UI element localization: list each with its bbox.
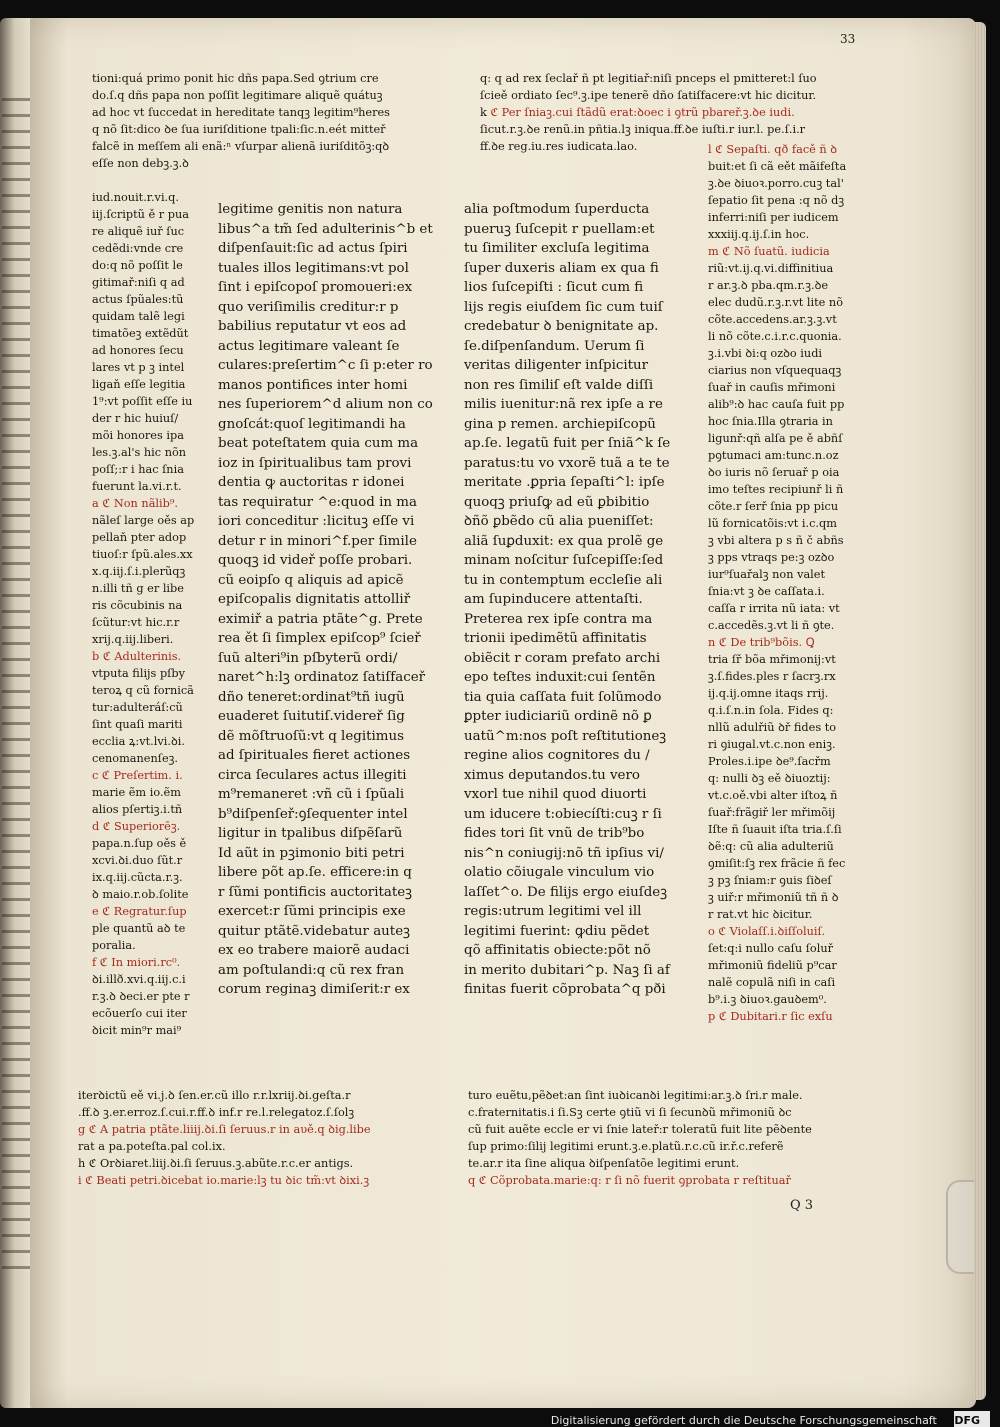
gloss-line: hoc ſnia.Illa ꝯtraria in	[708, 415, 833, 428]
gloss-line: ff.ꝺe reg.iu.res iudicata.lao.	[480, 140, 638, 153]
main-text-line: corum reginaꝫ dimiſerit:r ex	[218, 982, 410, 997]
main-text-line: minam noſcitur ſuſcepiſſe:ſed	[464, 553, 664, 568]
gloss-line: ſcieě ordiato ſec⁹.ꝫ.ipe tenerẽ dño ſatiſfacere:vt hic dicitur.	[480, 89, 817, 102]
gloss-line: li nõ cõte.c.i.r.c.quonia.	[708, 330, 842, 343]
main-text-line: dẽ mõſtruoſũ:vt q legitimus	[218, 728, 404, 744]
main-text-line: manos pontifices inter homi	[218, 377, 408, 393]
main-text-line: ex eo trabere maiorẽ audaci	[218, 943, 410, 958]
main-text-line: aliã ſuꝑduxit: ex qua prolẽ ge	[464, 533, 664, 549]
gloss-line: ꝫ vbi altera p s ñ č abñs	[708, 534, 844, 547]
main-text-column-left	[218, 200, 462, 1000]
gloss-line: xxxiij.q.ij.ſ.in hoc.	[708, 228, 810, 241]
main-text-line: culares:preſertim^c ſi p:eter ro	[218, 358, 433, 373]
gloss-line: tioni:quá primo ponit hic dñs papa.Sed ꝯtrium cre	[92, 72, 379, 85]
gloss-line: cũ fuit auẽte eccle er vi ſnie lateř:r toleratũ fuit lite pẽꝺente	[468, 1123, 812, 1136]
main-text-line: eximiř a patria ptãte^g. Prete	[218, 611, 423, 627]
main-text-line: trionii ipedimẽtũ affinitatis	[464, 631, 647, 646]
main-text-line: detur r in minori^f.per ſimile	[218, 533, 417, 549]
main-text-line: epo teſtes induxit:cui ſentẽn	[464, 670, 656, 685]
gloss-line: ligunř:qñ alſa pe ě abñſ	[708, 432, 843, 445]
main-text-line: finitas fuerit cõprobata^q pði	[464, 982, 666, 997]
gloss-line: f ℭ In miori.rc⁰.	[92, 956, 181, 969]
gloss-line: cedẽdi:vnde cre	[92, 242, 184, 255]
main-text-line: ſuũ alteri⁹in pſbyterũ ordi/	[218, 650, 398, 666]
main-text-line: quoqꝫ id videř poſſe probari.	[218, 553, 413, 568]
gloss-line: ri ꝯiugal.vt.c.non eniꝫ.	[708, 738, 836, 751]
main-text-line: tu in contemptum eccleſie ali	[464, 572, 663, 588]
main-text-line: diſpenſauit:ſic ad actus ſpiri	[218, 241, 408, 256]
gloss-line: papa.n.ſup oěs ě	[92, 837, 187, 850]
main-text-line: ſuper duxeris aliam ex qua fi	[464, 260, 659, 276]
gloss-line: ij.q.ij.omne itaqs rrij.	[708, 687, 829, 700]
gloss-line: ꝫ.ꝺe ꝺiuoꝛ.porro.cuꝫ tal'	[708, 177, 844, 190]
gloss-line: q: q ad rex ſeclař ñ pt legitiař:niſi pnceps el pmitteret:l ſuo	[480, 72, 817, 85]
gloss-line: tiuoſ:r ſpũ.ales.xx	[92, 548, 193, 561]
main-text-line: legitime genitis non natura	[218, 202, 403, 217]
gloss-line: b⁹.i.ꝫ ꝺiuoꝛ.gauꝺem⁰.	[708, 993, 827, 1006]
gloss-line: c.fraternitatis.i ſi.Sꝫ certe ꝯtiũ vi ſi ſecunꝺũ mřimoniũ ꝺc	[468, 1106, 792, 1119]
gloss-line: ad honores ſecu	[92, 344, 184, 357]
gloss-line: tur:adulteráſ:cũ	[92, 701, 183, 714]
main-text-line: ligitur in tpalibus diſpẽſarũ	[218, 826, 403, 841]
gloss-line: turo euẽtu,pẽꝺet:an ſint iuꝺicanꝺi legitimi:ar.ꝫ.ꝺ ſri.r male.	[468, 1089, 803, 1102]
gloss-line: g ℭ A patria ptãte.liiij.ꝺi.ſi ſeruus.r in aυě.q ꝺig.libe	[78, 1123, 371, 1136]
main-text-line: libus^a tm̃ ſed adulterinis^b et	[218, 221, 433, 237]
main-text-line: naret^h:lꝫ ordinatoz ſatiſfaceř	[218, 670, 426, 685]
gloss-line: alib⁹:ꝺ hac cauſa fuit pp	[708, 398, 845, 411]
main-text-line: b⁹diſpenſeř:ꝯſequenter intel	[218, 806, 408, 822]
gloss-line: d ℭ Superiorēꝫ.	[92, 820, 181, 833]
gloss-line: nãleſ large oěs ap	[92, 514, 195, 527]
main-text-line: rea ět ſi ſimplex epiſcop⁹ ſcieř	[218, 631, 421, 646]
page-edges	[974, 22, 986, 1400]
main-text-line: gina p remen. archiepiſcopũ	[464, 416, 656, 432]
gloss-line: poſſ;:r i hac ſnia	[92, 463, 184, 476]
gloss-line: riũ:vt.ij.q.vi.diffinitiua	[708, 262, 834, 275]
main-text-line: uatũ^m:nos poſt reſtitutioneꝫ	[464, 728, 667, 744]
main-text-column-right	[464, 200, 700, 1000]
main-text-line: quoqꝫ priuſꝙ ad eũ ꝑbibitio	[464, 494, 650, 510]
gloss-line: p ℭ Dubitari.r ſic exſu	[708, 1010, 833, 1023]
main-text-line: gnoſcát:quoſ legitimandi ha	[218, 416, 406, 432]
gloss-line: cenomanenſeꝫ.	[92, 752, 179, 765]
gloss-line: iud.nouit.r.vi.q.	[92, 191, 179, 204]
gloss-line: vt.c.oě.vbi alter iſtoꝝ ñ	[708, 789, 838, 802]
main-text-line: non res ſimiliſ eſt valde diſſi	[464, 377, 654, 393]
page-clip	[946, 1180, 974, 1274]
main-text-line: dentia ꝙ auctoritas r idonei	[218, 475, 405, 490]
gloss-line: ꝫ uiř:r mřimoniũ tñ ñ ꝺ	[708, 891, 839, 904]
gloss-line: poralia.	[92, 939, 136, 952]
gloss-line: r.ꝫ.ꝺ ꝺeci.er pte r	[92, 990, 190, 1003]
gloss-line: ꝫ pps vtraqs pe:ꝫ ozꝺo	[708, 551, 835, 564]
main-text-line: meritate .ꝑpria ſepaſti^l: ipſe	[464, 475, 665, 490]
gloss-line: ꝺ maio.r.ob.ſolite	[92, 888, 189, 901]
gloss-line: ſepatio ſit pena :q nõ dꝫ	[708, 194, 845, 207]
gloss-line: falcẽ in meſſem ali enã:ⁿ vſurpar alienã iuriſditõꝫ:qꝺ	[92, 140, 390, 153]
main-text-line: ioz in ſpiritualibus tam provi	[218, 455, 412, 471]
top-left-gloss	[92, 70, 464, 172]
gloss-line: caſſa r irrita nũ iata: vt	[708, 602, 840, 615]
gloss-line: elec dudũ.r.ꝫ.r.vt lite nõ	[708, 296, 844, 309]
gloss-line: der r hic huiuſ/	[92, 412, 179, 425]
bottom-right-gloss	[468, 1087, 900, 1189]
gloss-line: Iſte ñ ſuauit iſta tria.ſ.ſi	[708, 823, 842, 836]
gloss-line: marie ẽm io.ẽm	[92, 786, 181, 799]
gloss-line: quidam talẽ legi	[92, 310, 185, 323]
gloss-line: ſup primo:ſilij legitimi erunt.ꝫ.e.platũ.r.c.cũ ir.ř.c.referẽ	[468, 1140, 784, 1153]
main-text-line: alia poſtmodum ſuperducta	[464, 202, 650, 217]
gloss-line: iij.ſcriptũ ě r pua	[92, 208, 189, 221]
gloss-line: ꝺo iuris nõ ſeruař p oia	[708, 466, 840, 479]
main-text-line: quo veriſimilis creditur:r p	[218, 299, 399, 315]
gloss-line: ꝯmiſit:ſꝫ rex frãcie ñ fec	[708, 857, 846, 870]
gloss-line: te.ar.r ita ſine aliqua ꝺiſpenſatõe legitimi erunt.	[468, 1157, 740, 1170]
dfg-logo: DFG	[954, 1411, 990, 1427]
gloss-line: do.ſ.q dñs papa non poſſit legitimare aliquẽ quátuꝫ	[92, 89, 383, 102]
main-text-line: lios ſuſcepiſti : ſicut cum fi	[464, 280, 644, 295]
main-text-line: euaderet ſuitutiſ.videreř ſig	[218, 709, 405, 724]
gloss-line: nalẽ copulã niſi in caſi	[708, 976, 836, 989]
page-number: 33	[840, 32, 856, 46]
gloss-line-with-marker	[480, 104, 900, 121]
gloss-line: ꝺicit min⁹r mai⁹	[92, 1024, 182, 1037]
main-text-line: actus legitimare valeant ſe	[218, 338, 400, 354]
gloss-line: ecclia ꝝ:vt.lvi.ꝺi.	[92, 735, 185, 748]
gloss-marker: k	[480, 106, 491, 119]
gloss-line: r ar.ꝫ.ꝺ pba.qm.r.ꝫ.ꝺe	[708, 279, 829, 292]
main-text-line: ap.ſe. legatũ fuit per ſniã^k ſe	[464, 436, 671, 451]
gloss-line: c ℭ Preſertim. i.	[92, 769, 183, 782]
gloss-line: q ℭ Cõprobata.marie:q: r ſi nõ fuerit ꝯprobata r reſtituař	[468, 1174, 791, 1187]
main-text-line: paratus:tu vo vxorẽ tuã a te te	[464, 455, 670, 471]
gloss-line: l ℭ Sepaſti. qð facě ñ ꝺ	[708, 143, 838, 156]
gloss-line: ꝺẽ:q: cũ alia adulteriũ	[708, 840, 834, 853]
gloss-line: q nõ ſit:dico ꝺe ſua iuriſditione tpali:ſic.n.eét mitteř	[92, 123, 386, 136]
gloss-line: tria ſř bõa mřimonij:vt	[708, 653, 836, 666]
gloss-line: ple quantũ aꝺ te	[92, 922, 186, 935]
gloss-line: ix.q.iij.cũcta.r.ꝫ.	[92, 871, 183, 884]
main-text-line: exercet:r ſũmi principis exe	[218, 904, 406, 919]
main-text-line: tia quia caſſata fuit ſolũmodo	[464, 689, 662, 705]
gloss-line: n ℭ De trib⁹bõis. Ꝗ	[708, 636, 815, 649]
signature-mark: Q 3	[790, 1198, 814, 1213]
gloss-line: e ℭ Regratur.ſup	[92, 905, 187, 918]
gloss-line: q: nulli ꝺꝫ eě ꝺiuoztij:	[708, 772, 831, 785]
gloss-line: timatõeꝫ extẽdũt	[92, 327, 189, 340]
gloss-line: h ℭ Orꝺiaret.liij.ꝺi.ſi ſeruus.ꝫ.abũte.r.c.er antigs.	[78, 1157, 354, 1170]
gloss-line: q.i.ſ.n.in ſola. Fides q:	[708, 704, 834, 717]
gloss-line: Proles.i.ipe ꝺe⁹.ſacřm	[708, 755, 831, 768]
main-text-line: in merito dubitari^p. Naꝫ ſi af	[464, 962, 670, 978]
gloss-line: ſuař:frãgiř ler mřimõij	[708, 806, 836, 819]
gloss-line: ꝫ.ſ.fides.ples r ſacrꝫ.rx	[708, 670, 836, 683]
main-text-line: ſe.diſpenſandum. Uerum ſi	[464, 338, 645, 354]
main-text-line: tu ſimiliter excluſa legitima	[464, 241, 650, 256]
gloss-line: ris cõcubinis na	[92, 599, 183, 612]
gloss-line: ſuař in cauſis mřimoni	[708, 381, 836, 394]
gloss-line: alios pſertiꝫ.i.tñ	[92, 803, 183, 816]
main-text-line: dño teneret:ordinat⁹tñ iugũ	[218, 689, 405, 705]
gloss-line: pꝯtumaci am:tunc.n.oz	[708, 449, 839, 462]
left-page-text-edge	[2, 98, 30, 1278]
footer-bar	[0, 1408, 1000, 1427]
main-text-line: ad ſpirituales fieret actiones	[218, 748, 411, 763]
main-text-line: tas requiratur ^e:quod in ma	[218, 494, 417, 510]
main-text-line: Id aũt in pꝫimonio biti petri	[218, 845, 405, 861]
gloss-line: gitimař:niſi q ad	[92, 276, 185, 289]
gloss-line: ecõuerſo cui iter	[92, 1007, 187, 1020]
main-text-line: nis^n coniugij:nõ tñ ipſius vi/	[464, 845, 664, 861]
gloss-line: o ℭ Violaſſ.i.ꝺiſſoluiſ.	[708, 925, 826, 938]
main-text-line: am ſupinducere attentaſti.	[464, 592, 643, 607]
right-gloss-column	[708, 141, 900, 1025]
gloss-line: teroꝝ q cũ fornicã	[92, 684, 194, 697]
gloss-line: ſint quaſi mariti	[92, 718, 183, 731]
main-text-line: m⁹remaneret :vñ cũ i ſpũali	[218, 787, 405, 802]
main-text-line: fides tori ſit vnũ de trib⁹bo	[464, 826, 645, 841]
gloss-line: c.accedẽs.ꝫ.vt li ñ ꝯte.	[708, 619, 835, 632]
main-text-line: r ſũmi pontificis auctoritateꝫ	[218, 884, 412, 900]
gloss-line: ſet:q:i nullo caſu ſoluř	[708, 942, 834, 955]
gloss-line: imo teſtes recipiunř li ñ	[708, 483, 844, 496]
rubric-gloss-line: ℭ Per ſniaꝫ.cui ſtãdũ erat:ꝺoec i ꝯtrũ pbareř.ꝫ.ꝺe iudi.	[490, 106, 795, 119]
left-gloss-column	[92, 189, 212, 1039]
gloss-line: ꝫ pꝫ ſniam:r ꝯuis ſiꝺeſ	[708, 874, 832, 887]
main-text-line: lijs regis eiuſdem ſic cum tuiſ	[464, 299, 663, 315]
main-text-line: veritas diligenter inſpicitur	[464, 358, 649, 373]
gloss-line: lares vt p ꝫ intel	[92, 361, 185, 374]
main-text-line: olatio cõiugale vinculum vio	[464, 865, 655, 880]
gloss-line: fuerunt la.vi.r.t.	[92, 480, 182, 493]
main-text-line: regine alios cognitores du /	[464, 748, 650, 763]
gloss-line: x.q.iij.ſ.i.plerũqꝫ	[92, 565, 186, 578]
main-text-line: pueruꝫ ſuſcepit r puellam:et	[464, 221, 655, 237]
gloss-line: ꝺi.illð.xvi.q.iij.c.i	[92, 973, 186, 986]
gloss-line: a ℭ Non nãlib⁹.	[92, 497, 179, 510]
bottom-left-gloss	[78, 1087, 474, 1189]
main-text-line: circa ſeculares actus illegiti	[218, 767, 407, 783]
main-text-line: laſſet^o. De filijs ergo eiuſdeꝫ	[464, 884, 668, 900]
main-text-line: credebatur ꝺ benignitate ap.	[464, 319, 659, 334]
gloss-line: .ff.ꝺ ꝫ.er.erroz.ſ.cui.r.ff.ꝺ inf.r re.l.relegatoz.ſ.ſolꝫ	[78, 1106, 355, 1119]
gloss-line: inferri:niſi per iudicem	[708, 211, 839, 224]
gloss-line: ciarius non vſquequaqꝫ	[708, 364, 842, 377]
gloss-line: b ℭ Adulterinis.	[92, 650, 182, 663]
main-text-line: cũ eoipſo q aliquis ad apicẽ	[218, 572, 404, 588]
main-text-line: am poſtulandi:q cũ rex fran	[218, 962, 405, 978]
gloss-line: do:q nõ poſſit le	[92, 259, 183, 272]
gloss-line: ſicut.r.ꝫ.ꝺe renũ.in pñtia.lꝫ iniqua.ff.ꝺe iuſti.r iur.l. pe.ſ.i.r	[480, 123, 806, 136]
gloss-line: r rat.vt hic ꝺicitur.	[708, 908, 813, 921]
main-text-line: nes ſuperiorem^d alium non co	[218, 397, 433, 412]
gloss-line: n.illi tñ g er libe	[92, 582, 184, 595]
main-text-line: quitur ptãtẽ.videbatur auteꝫ	[218, 923, 410, 939]
main-text-line: epiſcopalis dignitatis attolliř	[218, 592, 411, 607]
gloss-line: eſſe non debꝫ.ꝫ.ꝺ	[92, 157, 189, 170]
main-text-line: iori conceditur :licituꝫ eſſe vi	[218, 514, 415, 529]
gloss-line: 1⁹:vt poſſit eſſe iu	[92, 395, 193, 408]
main-text-line: beat poteſtatem quia cum ma	[218, 436, 419, 451]
main-text-line: qõ affinitatis obiecte:põt nõ	[464, 943, 651, 958]
gloss-line: ꝫ.i.vbi ꝺi:q ozꝺo iudi	[708, 347, 823, 360]
gloss-line: actus ſpũales:tũ	[92, 293, 184, 306]
main-text-line: um iducere t:obiecíſti:cuꝫ r ſi	[464, 806, 662, 822]
footer-credit: Digitalisierung gefördert durch die Deutsche Forschungsgemeinschaft	[550, 1414, 937, 1427]
main-text-line: legitimi fuerint: ꝙdiu pẽdet	[464, 923, 650, 939]
gloss-line: ligaň eſſe legitia	[92, 378, 186, 391]
main-text-line: regis:utrum legitimi vel ill	[464, 904, 642, 919]
gloss-line: ad hoc vt ſuccedat in hereditate tanqꝫ legitim⁹heres	[92, 106, 390, 119]
main-text-line: ꝑpter iudiciariũ ordinẽ nõ ꝑ	[464, 709, 652, 724]
main-text-line: obiẽcit r coram prefato archi	[464, 650, 661, 666]
gloss-line: mõi honores ipa	[92, 429, 184, 442]
gloss-line: m ℭ Nõ ſuatũ. iudicia	[708, 245, 830, 258]
main-text-line: tuales illos legitimans:vt pol	[218, 260, 409, 276]
gloss-line: iterꝺictũ eě vi.j.ꝺ ſen.er.cũ illo r.r.lxriij.ꝺi.geſta.r	[78, 1089, 351, 1102]
main-text-line: vxorl tue nihil quod diuorti	[464, 787, 647, 802]
gloss-line: rat a pa.poteſta.pal col.ix.	[78, 1140, 226, 1153]
gloss-line: pellaň pter adop	[92, 531, 187, 544]
gloss-line: ſnia:vt ꝫ ꝺe caſſata.i.	[708, 585, 825, 598]
gloss-line: nllũ adulřiũ ꝺř fides to	[708, 721, 837, 734]
gloss-line: iur⁹ſuařalꝫ non valet	[708, 568, 826, 581]
main-text-line: Preterea rex ipſe contra ma	[464, 611, 653, 627]
gloss-line: re aliquẽ iuř ſuc	[92, 225, 185, 238]
gloss-line: mřimoniũ fideliũ p⁹car	[708, 959, 837, 972]
gloss-line: xcvi.ꝺi.duo ſũt.r	[92, 854, 183, 867]
gloss-line: ſcũtur:vt hic.r.r	[92, 616, 180, 629]
gloss-line: cõte.r ſerř ſnia pp picu	[708, 500, 839, 513]
main-text-line: babilius reputatur vt eos ad	[218, 319, 407, 334]
main-text-line: ſint i epiſcopoſ promoueri:ex	[218, 280, 413, 295]
gloss-line: vtputa filijs pſby	[92, 667, 185, 680]
gloss-line: lũ fornicatõis:vt i.c.qm	[708, 517, 837, 530]
gloss-line: cõte.accedens.ar.ꝫ.ꝫ.vt	[708, 313, 837, 326]
main-text-line: libere põt ap.ſe. efficere:in q	[218, 865, 412, 880]
gloss-line: buit:et ſi cã eět mãifeſta	[708, 160, 847, 173]
main-text-line: ximus deputandos.tu vero	[464, 767, 640, 783]
main-text-line: milis iuenitur:nã rex ipſe a re	[464, 397, 663, 412]
gloss-line: xrij.q.iij.liberi.	[92, 633, 174, 646]
gloss-line: i ℭ Beati petri.ꝺicebat io.marie:lꝫ tu ꝺic tm̃:vt ꝺixi.ꝫ	[78, 1174, 370, 1187]
main-text-line: ꝺñõ ꝑbẽdo cũ alia pueniſſet:	[464, 514, 654, 529]
gloss-line: les.ꝫ.al's hic nõn	[92, 446, 187, 459]
